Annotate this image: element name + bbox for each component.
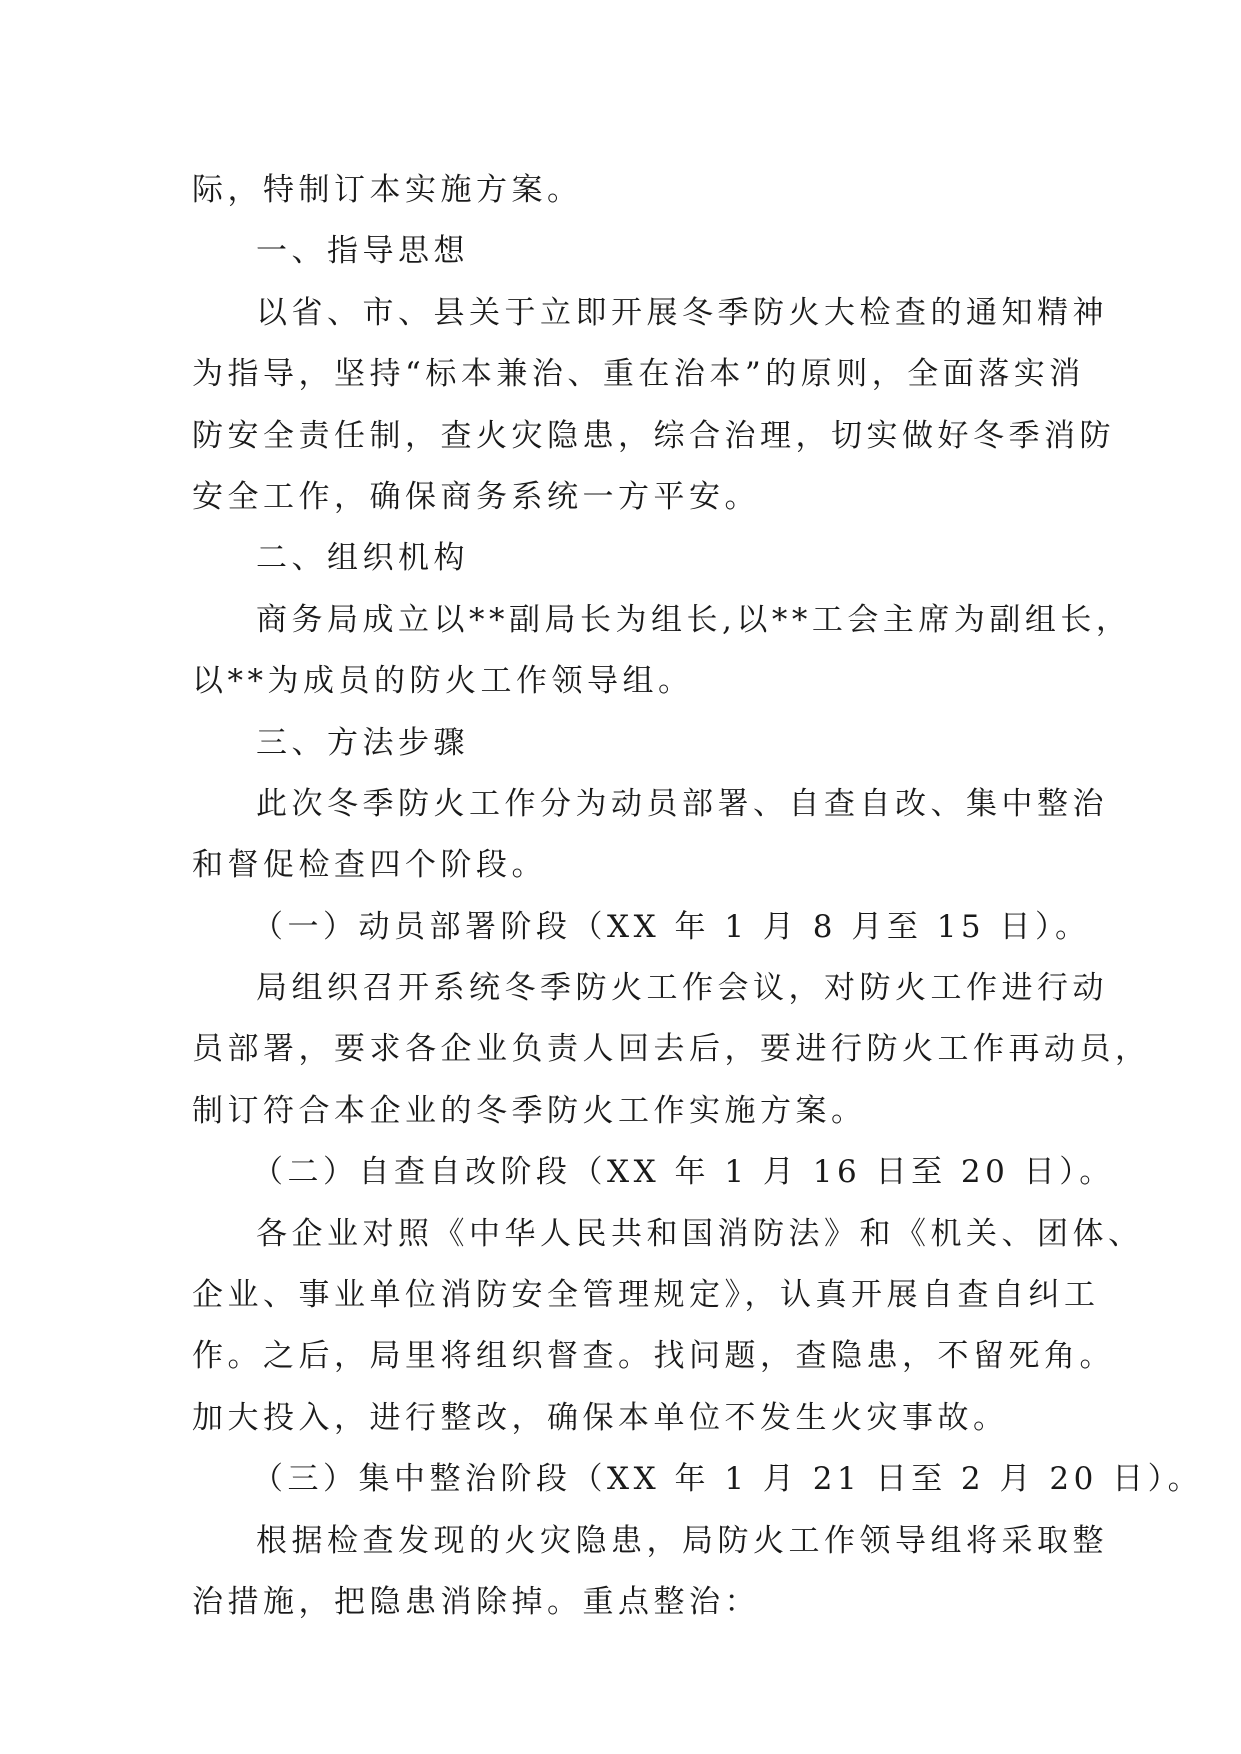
text-line: 商务局成立以**副局长为组长,以**工会主席为副组长，	[256, 601, 1132, 638]
text-line: 和督促检查四个阶段。	[192, 847, 547, 884]
text-line: 此次冬季防火工作分为动员部署、自查自改、集中整治	[256, 785, 1108, 822]
text-line: 制订符合本企业的冬季防火工作实施方案。	[192, 1092, 867, 1129]
subsection-heading-rectification: （三）集中整治阶段（XX 年 1 月 21 日至 2 月 20 日）。	[252, 1461, 1204, 1498]
text-line: 以**为成员的防火工作领导组。	[192, 663, 694, 700]
text-line: 局组织召开系统冬季防火工作会议，对防火工作进行动	[256, 970, 1108, 1007]
subsection-heading-self-inspection: （二）自查自改阶段（XX 年 1 月 16 日至 20 日）。	[252, 1154, 1115, 1191]
section-heading-organization: 二、组织机构	[256, 540, 469, 577]
text-line: 际，特制订本实施方案。	[192, 172, 583, 208]
text-line: 为指导，坚持“标本兼治、重在治本”的原则，全面落实消	[192, 356, 1085, 393]
text-line: 以省、市、县关于立即开展冬季防火大检查的通知精神	[256, 294, 1108, 331]
section-heading-guiding-ideology: 一、指导思想	[256, 233, 469, 270]
document-body	[192, 160, 1204, 1633]
text-line: 治措施，把隐患消除掉。重点整治：	[192, 1583, 760, 1620]
text-line: 企业、事业单位消防安全管理规定》，认真开展自查自纠工	[192, 1277, 1100, 1314]
text-line: 作。之后，局里将组织督查。找问题，查隐患，不留死角。	[192, 1338, 1115, 1375]
text-line: 根据检查发现的火灾隐患，局防火工作领导组将采取整	[256, 1522, 1108, 1559]
section-heading-method-steps: 三、方法步骤	[256, 724, 469, 761]
text-line: 加大投入，进行整改，确保本单位不发生火灾事故。	[192, 1399, 1009, 1436]
subsection-heading-mobilization: （一）动员部署阶段（XX 年 1 月 8 月至 15 日）。	[252, 908, 1091, 945]
text-line: 安全工作，确保商务系统一方平安。	[192, 478, 760, 515]
text-line: 各企业对照《中华人民共和国消防法》和《机关、团体、	[256, 1215, 1144, 1252]
text-line: 员部署，要求各企业负责人回去后，要进行防火工作再动员，	[192, 1031, 1151, 1068]
text-line: 防安全责任制，查火灾隐患，综合治理，切实做好冬季消防	[192, 417, 1115, 454]
